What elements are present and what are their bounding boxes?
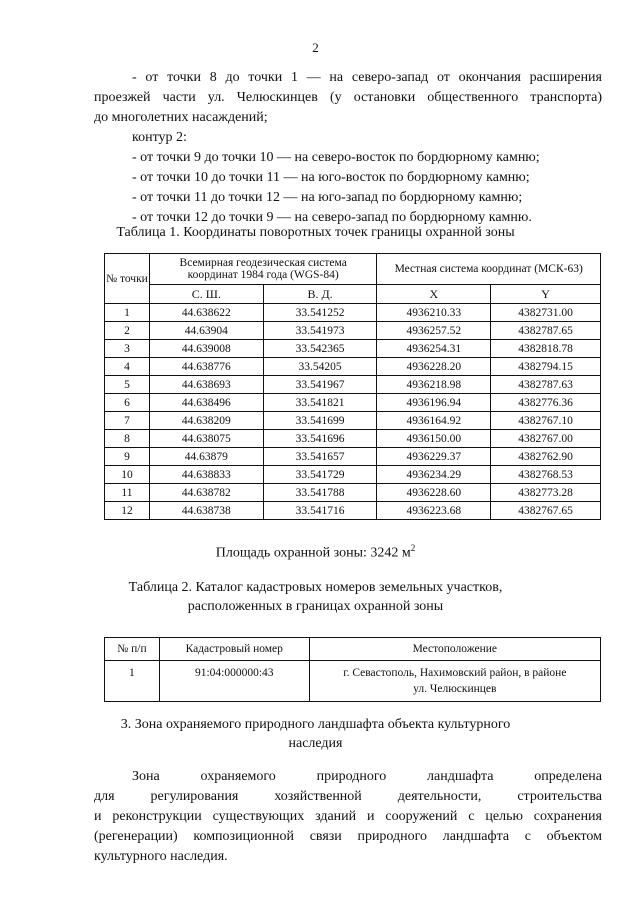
table-row: [105, 340, 601, 358]
cell-location-line1: г. Севастополь, Нахимовский район, в районе: [343, 667, 567, 679]
contour-item-4: - от точки 12 до точки 9 — на северо-запад по бордюрному камню.: [132, 210, 532, 225]
cell-y: 4382767.00: [491, 430, 601, 448]
cell-point-number: 1: [105, 304, 150, 322]
cell-x: 4936223.68: [377, 502, 491, 520]
header-wgs84: [149, 254, 377, 285]
intro-line-2: проезжей части ул. Челюскинцев (у остановки общественного транспорта): [94, 90, 602, 105]
table-row: [105, 304, 601, 322]
cell-lon: 33.541973: [263, 322, 377, 340]
header-y: Y: [491, 285, 601, 304]
header-wgs84-line1: Всемирная геодезическая система: [179, 257, 347, 269]
cell-y: 4382794.15: [491, 358, 601, 376]
body-line-2: для регулирования хозяйственной деятельности, строительства: [94, 789, 602, 804]
cell-point-number: 9: [105, 448, 150, 466]
cell-lat: 44.638496: [149, 394, 263, 412]
cell-lat: 44.638693: [149, 376, 263, 394]
table-row: [105, 661, 601, 702]
body-line-4: (регенерации) композиционной связи природного ландшафта с объектом: [94, 829, 602, 844]
cell-y: 4382767.10: [491, 412, 601, 430]
intro-line-1: - от точки 8 до точки 1 — на северо-запад от окончания расширения: [132, 70, 602, 85]
cell-lon: 33.542365: [263, 340, 377, 358]
cell-lon: 33.541716: [263, 502, 377, 520]
cell-point-number: 7: [105, 412, 150, 430]
table1-title: Таблица 1. Координаты поворотных точек границы охранной зоны: [116, 225, 515, 240]
header-cadastral-number: Кадастровый номер: [159, 638, 309, 661]
cell-location: [309, 661, 600, 702]
cell-point-number: 5: [105, 376, 150, 394]
cell-lat: 44.639008: [149, 340, 263, 358]
section3-heading: [0, 715, 631, 753]
body-line-3: и реконструкции существующих зданий и сооружений с целью сохранения: [94, 809, 602, 824]
coordinates-table: [104, 253, 601, 520]
section3-body: [94, 767, 602, 867]
cell-x: 4936210.33: [377, 304, 491, 322]
table-row: [105, 466, 601, 484]
cell-lon: 33.541788: [263, 484, 377, 502]
header-point-number: № точки: [105, 254, 150, 304]
contour-item-1: - от точки 9 до точки 10 — на северо-восток по бордюрному камню;: [132, 150, 540, 165]
cell-lat: 44.638776: [149, 358, 263, 376]
header-lon: В. Д.: [263, 285, 377, 304]
table-row: [105, 376, 601, 394]
cell-lon: 33.541729: [263, 466, 377, 484]
header-x: X: [377, 285, 491, 304]
table2-title-line1: Таблица 2. Каталог кадастровых номеров земельных участков,: [128, 580, 503, 595]
cell-x: 4936196.94: [377, 394, 491, 412]
table-row: [105, 412, 601, 430]
cell-lat: 44.638738: [149, 502, 263, 520]
cell-location-line2: ул. Челюскинцев: [413, 683, 497, 695]
cell-lat: 44.638209: [149, 412, 263, 430]
cell-y: 4382776.36: [491, 394, 601, 412]
cell-cadastral-number: 91:04:000000:43: [159, 661, 309, 702]
cell-y: 4382762.90: [491, 448, 601, 466]
cell-x: 4936218.98: [377, 376, 491, 394]
table-row: [105, 358, 601, 376]
section3-heading-line1: 3. Зона охраняемого природного ландшафта объекта культурного: [120, 717, 511, 732]
cell-lon: 33.541696: [263, 430, 377, 448]
cell-x: 4936257.52: [377, 322, 491, 340]
cell-point-number: 2: [105, 322, 150, 340]
cell-point-number: 3: [105, 340, 150, 358]
cell-point-number: 8: [105, 430, 150, 448]
cell-lon: 33.541967: [263, 376, 377, 394]
cell-lon: 33.541657: [263, 448, 377, 466]
cell-y: 4382787.63: [491, 376, 601, 394]
cadastre-table: [104, 637, 601, 702]
section3-heading-line2: наследия: [288, 736, 343, 751]
cell-y: 4382787.65: [491, 322, 601, 340]
table-row: [105, 322, 601, 340]
header-msk63: Местная система координат (МСК-63): [377, 254, 601, 285]
body-line-5: культурного наследия.: [94, 849, 228, 864]
zone-area-text: Площадь охранной зоны: 3242 м: [215, 545, 411, 561]
cell-x: 4936228.60: [377, 484, 491, 502]
cell-y: 4382768.53: [491, 466, 601, 484]
cell-lat: 44.638782: [149, 484, 263, 502]
cell-lon: 33.541699: [263, 412, 377, 430]
cell-lon: 33.54205: [263, 358, 377, 376]
header-lat: С. Ш.: [149, 285, 263, 304]
zone-area: [0, 543, 631, 562]
cell-x: 4936228.20: [377, 358, 491, 376]
table-row: [105, 430, 601, 448]
intro-line-3: до многолетних насаждений;: [94, 110, 268, 125]
cell-y: 4382731.00: [491, 304, 601, 322]
header-wgs84-line2: координат 1984 года (WGS-84): [187, 269, 339, 281]
cell-x: 4936254.31: [377, 340, 491, 358]
cell-point-number: 12: [105, 502, 150, 520]
table2-title-line2: расположенных в границах охранной зоны: [187, 599, 444, 614]
cell-point-number: 6: [105, 394, 150, 412]
table-row: [105, 502, 601, 520]
zone-area-unit-exponent: 2: [410, 543, 416, 553]
cell-lat: 44.638075: [149, 430, 263, 448]
table-row: [105, 394, 601, 412]
cell-y: 4382773.28: [491, 484, 601, 502]
cell-lat: 44.638622: [149, 304, 263, 322]
cell-x: 4936234.29: [377, 466, 491, 484]
table-row: [105, 484, 601, 502]
contour-item-3: - от точки 11 до точки 12 — на юго-запад по бордюрному камню;: [132, 190, 523, 205]
table2-title: [0, 578, 631, 616]
cell-lat: 44.63879: [149, 448, 263, 466]
cell-lon: 33.541252: [263, 304, 377, 322]
contour-label: контур 2:: [132, 130, 187, 145]
cell-lon: 33.541821: [263, 394, 377, 412]
cell-item-number: 1: [105, 661, 160, 702]
cell-lat: 44.63904: [149, 322, 263, 340]
cell-point-number: 10: [105, 466, 150, 484]
cell-lat: 44.638833: [149, 466, 263, 484]
table-row: [105, 448, 601, 466]
cell-point-number: 4: [105, 358, 150, 376]
header-item-number: № п/п: [105, 638, 160, 661]
cell-x: 4936229.37: [377, 448, 491, 466]
header-location: Местоположение: [309, 638, 600, 661]
page-number: 2: [312, 40, 319, 55]
cell-y: 4382818.78: [491, 340, 601, 358]
cell-x: 4936164.92: [377, 412, 491, 430]
cell-x: 4936150.00: [377, 430, 491, 448]
cell-point-number: 11: [105, 484, 150, 502]
intro-text: [94, 68, 602, 228]
body-line-1: Зона охраняемого природного ландшафта определена: [132, 769, 602, 784]
contour-item-2: - от точки 10 до точки 11 — на юго-восток по бордюрному камню;: [132, 170, 530, 185]
cell-y: 4382767.65: [491, 502, 601, 520]
